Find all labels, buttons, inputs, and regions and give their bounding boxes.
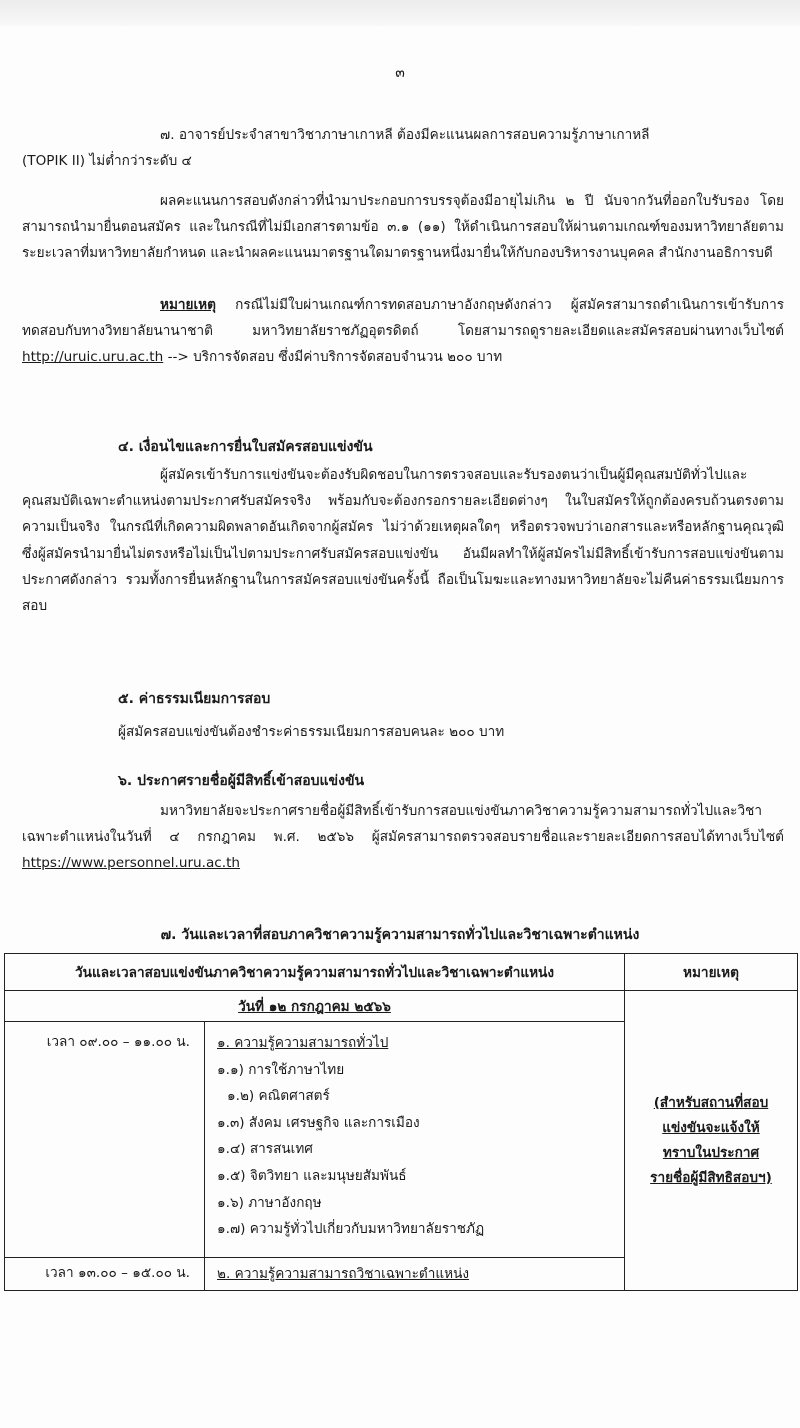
topic-general: ๑. ความรู้ความสามารถทั่วไป xyxy=(217,1035,389,1051)
section-6-heading: ๖. ประกาศรายชื่อผู้มีสิทธิ์เข้าสอบแข่งขัน xyxy=(118,773,365,789)
section-4-text: ผู้สมัครเข้ารับการแข่งขันจะต้องรับผิดชอบในการตรวจสอบและรับรองตนว่าเป็นผู้มีคุณสมบัติทั่วไปและคุณสมบัติเฉพาะตำแหน่งตามประกาศรับสมัครจริง พร้อมกับจะต้องกรอกรายละเอียดต่างๆ ในใบสมัครให้ถูกต้องครบถ้วนตรงตามความเป็นจริง ในกรณีที่เกิดความผิดพลาดอันเกิดจากผู้สมัคร ไม่ว่าด้วยเหตุผลใดๆ หรือตรวจพบว่าเอกสารและหรือหลักฐานคุณวุฒิ ซึ่งผู้สมัครนำมายื่นไม่ตรงหรือไม่เป็นไปตามประกาศรับสมัครสอบแข่งขัน อันมีผลทำให้ผู้สมัครไม่มีสิทธิ์เข้ารับการสอบแข่งขันตามประกาศดังกล่าว รวมทั้งการยื่นหลักฐานในการสมัครสอบแข่งขันครั้งนี้ ถือเป็นโมฆะและทางมหาวิทยาลัยจะไม่คืนค่าธรรมเนียมการสอบ xyxy=(22,467,784,615)
section-7-caption: ๗. วันและเวลาที่สอบภาควิชาความรู้ความสามารถทั่วไปและวิชาเฉพาะตำแหน่ง xyxy=(160,927,640,943)
section-5-text: ผู้สมัครสอบแข่งขันต้องชำระค่าธรรมเนียมการสอบคนละ ๒๐๐ บาท xyxy=(118,724,505,740)
topics-cell-2 xyxy=(205,1258,625,1291)
table-row xyxy=(5,991,798,1022)
time-slot-1: เวลา ๐๙.๐๐ – ๑๑.๐๐ น. xyxy=(5,1022,205,1258)
section-4-heading: ๔. เงื่อนไขและการยื่นใบสมัครสอบแข่งขัน xyxy=(118,439,373,455)
remark-cell xyxy=(625,991,798,1291)
subtopic-item: ๑.๕) จิตวิทยา และมนุษยสัมพันธ์ xyxy=(217,1167,407,1184)
subtopic-item: ๑.๑) การใช้ภาษาไทย xyxy=(217,1061,345,1078)
header-schedule: วันและเวลาสอบแข่งขันภาควิชาความรู้ความสามารถทั่วไปและวิชาเฉพาะตำแหน่ง xyxy=(5,954,625,991)
section-6-text xyxy=(22,798,784,877)
note-paragraph xyxy=(22,292,784,371)
item7-paragraph xyxy=(22,122,784,174)
header-remark: หมายเหตุ xyxy=(625,954,798,991)
remark-line: รายชื่อผู้มีสิทธิสอบฯ) xyxy=(650,1169,772,1186)
table-header-row xyxy=(5,954,798,991)
personnel-link[interactable]: https://www.personnel.uru.ac.th xyxy=(22,855,241,872)
note-label: หมายเหตุ xyxy=(160,297,216,313)
item7-line2: (TOPIK II) ไม่ต่ำกว่าระดับ ๔ xyxy=(22,153,192,170)
note-text: กรณีไม่มีใบผ่านเกณฑ์การทดสอบภาษาอังกฤษดังกล่าว ผู้สมัครสามารถดำเนินการเข้ารับการทดสอบกับทางวิทยาลัยนานาชาติ มหาวิทยาลัยราชภัฏอุตรดิตถ์ โดยสามารถดูรายละเอียดและสมัครสอบผ่านทางเว็บไซต์ xyxy=(22,297,784,340)
subtopic-item: ๑.๒) คณิตศาสตร์ xyxy=(227,1088,330,1105)
uruic-link[interactable]: http://uruic.uru.ac.th xyxy=(22,349,164,366)
exam-date: วันที่ ๑๒ กรกฎาคม ๒๕๖๖ xyxy=(5,991,625,1022)
note-tail: --> บริการจัดสอบ ซึ่งมีค่าบริการจัดสอบจำนวน ๒๐๐ บาท xyxy=(163,349,503,366)
item7-line1: ๗. อาจารย์ประจำสาขาวิชาภาษาเกาหลี ต้องมีคะแนนผลการสอบความรู้ภาษาเกาหลี xyxy=(160,127,650,143)
scan-top-band xyxy=(0,0,800,26)
time-slot-2: เวลา ๑๓.๐๐ – ๑๕.๐๐ น. xyxy=(5,1258,205,1291)
exam-schedule-table xyxy=(4,953,798,1291)
section-5-heading: ๕. ค่าธรรมเนียมการสอบ xyxy=(118,691,271,707)
page-number: ๓ xyxy=(395,65,405,81)
subtopic-item: ๑.๖) ภาษาอังกฤษ xyxy=(217,1194,322,1211)
subtopic-item: ๑.๗) ความรู้ทั่วไปเกี่ยวกับมหาวิทยาลัยราชภัฏ xyxy=(217,1221,485,1238)
remark-line: (สำหรับสถานที่สอบ xyxy=(653,1094,769,1111)
topics-cell-1 xyxy=(205,1022,625,1258)
remark-line: แข่งขันจะแจ้งให้ xyxy=(662,1119,760,1136)
remark-line: ทราบในประกาศ xyxy=(662,1144,760,1161)
subtopic-item: ๑.๔) สารสนเทศ xyxy=(217,1141,313,1158)
subtopic-item: ๑.๓) สังคม เศรษฐกิจ และการเมือง xyxy=(217,1114,420,1131)
section-6-body: มหาวิทยาลัยจะประกาศรายชื่อผู้มีสิทธิ์เข้ารับการสอบแข่งขันภาควิชาความรู้ความสามารถทั่วไปและวิชาเฉพาะตำแหน่งในวันที่ ๔ กรกฎาคม พ.ศ. ๒๕๖๖ ผู้สมัครสามารถตรวจสอบรายชื่อและรายละเอียดการสอบได้ทางเว็บไซต์ xyxy=(22,803,784,846)
topic-position: ๒. ความรู้ความสามารถวิชาเฉพาะตำแหน่ง xyxy=(217,1266,470,1283)
validity-paragraph: ผลคะแนนการสอบดังกล่าวที่นำมาประกอบการบรรจุต้องมีอายุไม่เกิน ๒ ปี นับจากวันที่ออกใบรับรอง โดยสามารถนำมายื่นตอนสมัคร และในกรณีที่ไม่มีเอกสารตามข้อ ๓.๑ (๑๑) ให้ดำเนินการสอบให้ผ่านตามเกณฑ์ของมหาวิทยาลัยตามระยะเวลาที่มหาวิทยาลัยกำหนด และนำผลคะแนนมาตรฐานใดมาตรฐานหนึ่งมายื่นให้กับกองบริหารงานบุคคล สำนักงานอธิการบดี xyxy=(22,193,784,262)
